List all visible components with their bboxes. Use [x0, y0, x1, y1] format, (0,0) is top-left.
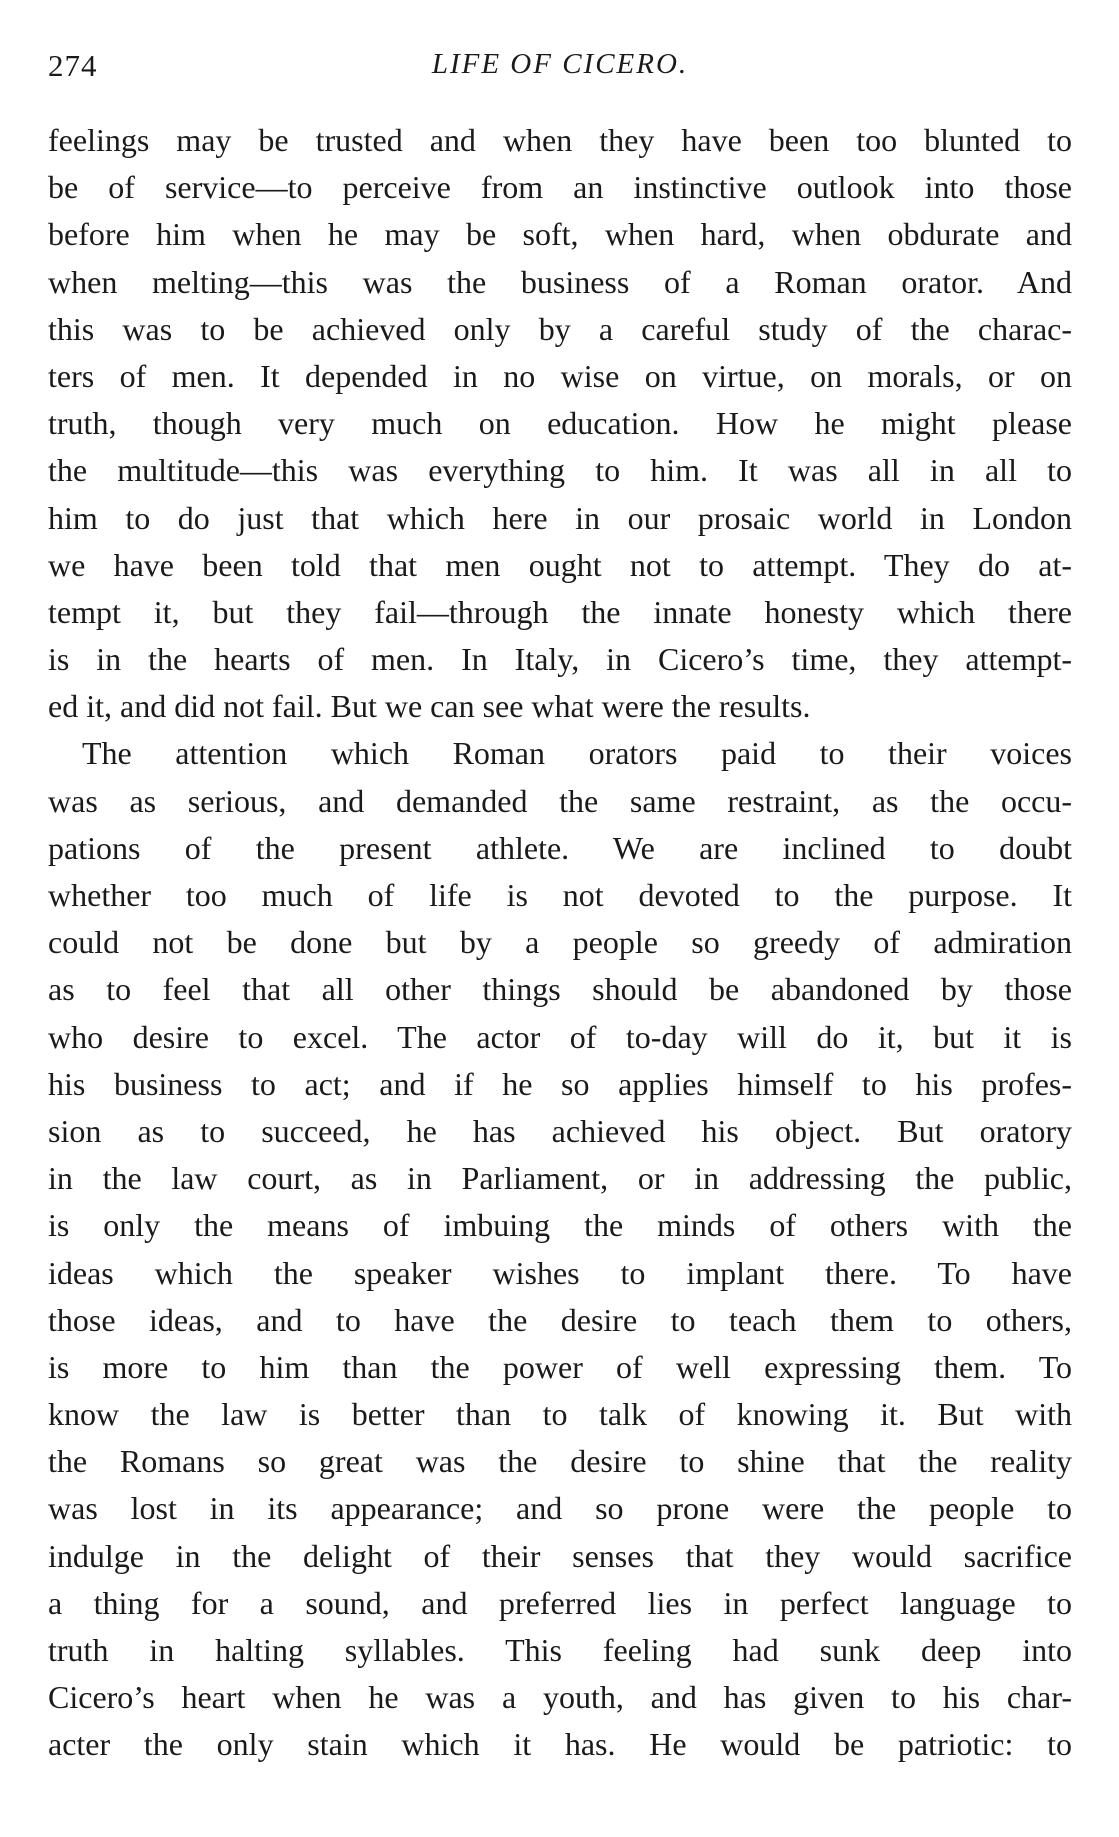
text-line: be of service—to perceive from an instinctive outlook into those: [48, 169, 1072, 206]
text-line: could not be done but by a people so greedy of admiration: [48, 924, 1072, 961]
text-line: is in the hearts of men. In Italy, in Cicero’s time, they attempt-: [48, 641, 1072, 678]
text-line: was lost in its appearance; and so prone were the people to: [48, 1490, 1072, 1527]
paragraph-end-line: ed it, and did not fail. But we can see what were the results.: [48, 688, 811, 725]
text-line: the Romans so great was the desire to shine that the reality: [48, 1443, 1072, 1480]
body-text: [48, 117, 1072, 1769]
text-line: whether too much of life is not devoted to the purpose. It: [48, 877, 1072, 913]
text-line: before him when he may be soft, when hard, when obdurate and: [48, 216, 1072, 253]
text-line: was as serious, and demanded the same restraint, as the occu-: [48, 782, 1072, 819]
text-line: when melting—this was the business of a Roman orator. And: [48, 263, 1072, 300]
page-number: 274: [48, 48, 98, 83]
text-line: his business to act; and if he so applies himself to his profes-: [48, 1065, 1072, 1102]
text-line: pations of the present athlete. We are inclined to doubt: [48, 829, 1072, 866]
text-line: him to do just that which here in our prosaic world in London: [48, 499, 1072, 536]
text-line: in the law court, as in Parliament, or in addressing the public,: [48, 1160, 1072, 1197]
text-line: ideas which the speaker wishes to implant there. To have: [48, 1254, 1072, 1291]
text-line: we have been told that men ought not to attempt. They do at-: [48, 546, 1072, 583]
running-title: LIFE OF CICERO.: [431, 48, 689, 80]
text-line: sion as to succeed, he has achieved his object. But oratory: [48, 1112, 1072, 1149]
text-line: is more to him than the power of well expressing them. To: [48, 1348, 1072, 1385]
text-line: a thing for a sound, and preferred lies in perfect language to: [48, 1584, 1072, 1621]
text-line: feelings may be trusted and when they have been too blunted to: [48, 122, 1072, 158]
text-line: is only the means of imbuing the minds of others with the: [48, 1207, 1072, 1244]
text-line: Cicero’s heart when he was a youth, and has given to his char-: [48, 1679, 1072, 1716]
text-line: truth in halting syllables. This feeling had sunk deep into: [48, 1632, 1072, 1668]
running-head: [48, 48, 1072, 88]
text-line: ters of men. It depended in no wise on virtue, on morals, or on: [48, 357, 1072, 394]
text-line: truth, though very much on education. How he might please: [48, 405, 1072, 442]
text-line: know the law is better than to talk of knowing it. But with: [48, 1396, 1072, 1433]
text-line: tempt it, but they fail—through the innate honesty which there: [48, 593, 1072, 630]
paragraph-first-line: The attention which Roman orators paid to their voices: [82, 735, 1072, 772]
text-line: this was to be achieved only by a careful study of the charac-: [48, 310, 1072, 347]
text-line: indulge in the delight of their senses that they would sacrifice: [48, 1537, 1072, 1574]
text-line: acter the only stain which it has. He would be patriotic: to: [48, 1726, 1072, 1763]
text-line: those ideas, and to have the desire to teach them to others,: [48, 1301, 1072, 1338]
text-line: who desire to excel. The actor of to-day will do it, but it is: [48, 1018, 1072, 1055]
text-line: the multitude—this was everything to him. It was all in all to: [48, 452, 1072, 489]
text-line: as to feel that all other things should be abandoned by those: [48, 971, 1072, 1008]
